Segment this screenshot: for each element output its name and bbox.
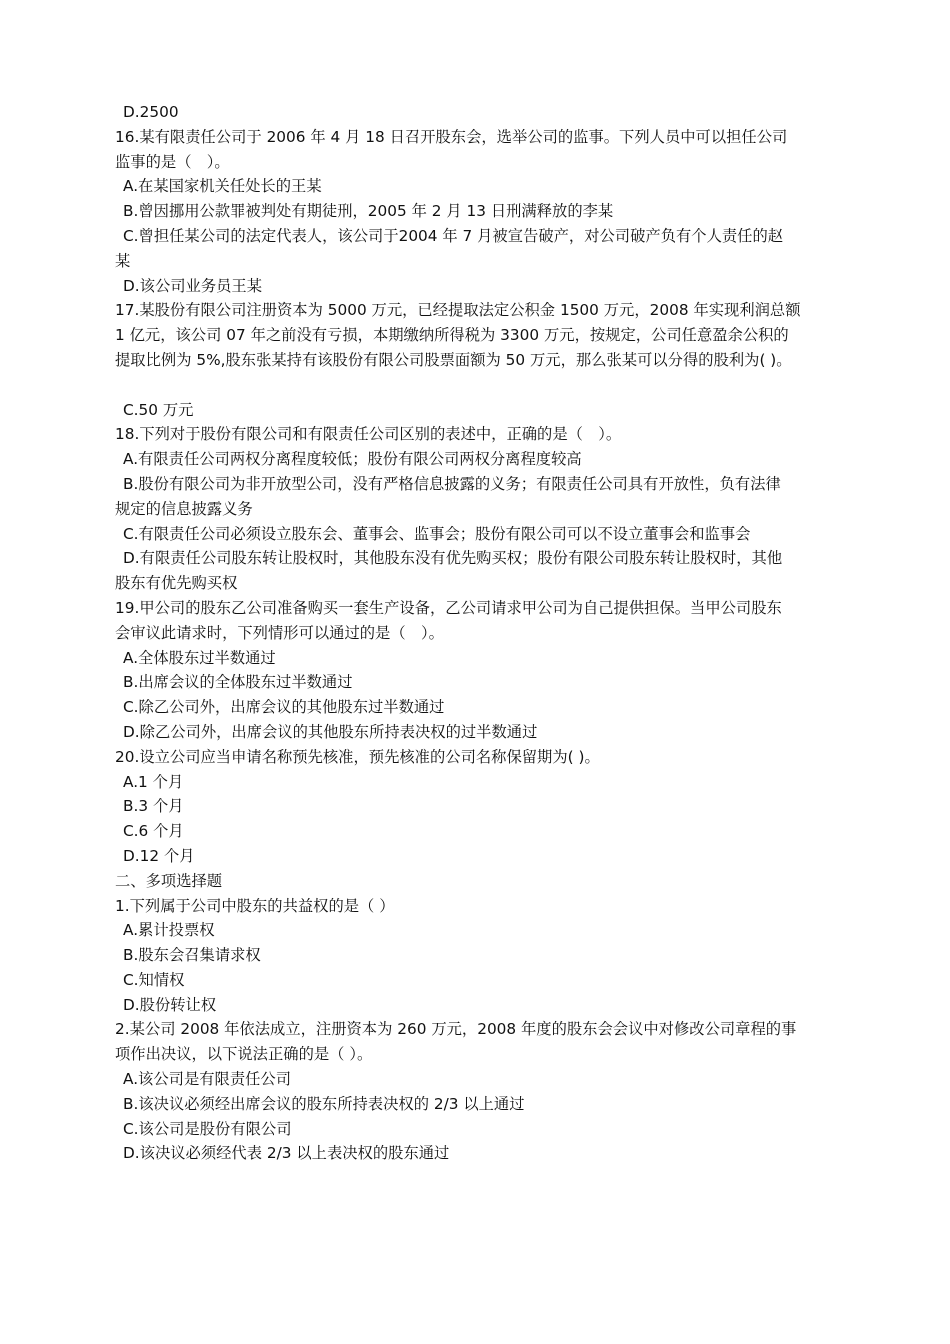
question-line: 项作出决议，以下说法正确的是（ ）。 xyxy=(115,1045,373,1064)
question-line: 17.某股份有限公司注册资本为 5000 万元，已经提取法定公积金 1500 万元，2008 年实现利润总额 xyxy=(115,301,801,320)
question-line: 20.设立公司应当申请名称预先核准，预先核准的公司名称保留期为( )。 xyxy=(115,747,600,766)
question-line: 18.下列对于股份有限公司和有限责任公司区别的表述中，正确的是（ ）。 xyxy=(115,425,622,444)
question-line: 2.某公司 2008 年依法成立，注册资本为 260 万元，2008 年度的股东会会议中对修改公司章程的事 xyxy=(115,1020,797,1039)
option-line: A.在某国家机关任处长的王某 xyxy=(123,177,322,196)
option-line: D.12 个月 xyxy=(123,846,195,865)
question-line: 会审议此请求时，下列情形可以通过的是（ ）。 xyxy=(115,623,444,642)
document-page xyxy=(115,100,845,1166)
option-line: D.该公司业务员王某 xyxy=(123,276,263,295)
option-line: C.除乙公司外，出席会议的其他股东过半数通过 xyxy=(123,698,445,717)
option-line: C.6 个月 xyxy=(123,822,184,841)
option-line: D.除乙公司外，出席会议的其他股东所持表决权的过半数通过 xyxy=(123,722,538,741)
question-line: 提取比例为 5%,股东张某持有该股份有限公司股票面额为 50 万元，那么张某可以分得的股利为( )。 xyxy=(115,350,792,369)
question-line: 监事的是（ ）。 xyxy=(115,152,230,171)
option-line: C.有限责任公司必须设立股东会、董事会、监事会；股份有限公司可以不设立董事会和监事会 xyxy=(123,524,751,543)
option-line: 股东有优先购买权 xyxy=(115,574,238,593)
section-heading: 二、多项选择题 xyxy=(115,871,223,890)
option-line: B.曾因挪用公款罪被判处有期徒刑，2005 年 2 月 13 日刑满释放的李某 xyxy=(123,202,614,221)
option-line: B.股东会召集请求权 xyxy=(123,946,261,965)
option-line: C.该公司是股份有限公司 xyxy=(123,1119,292,1138)
option-line: B.出席会议的全体股东过半数通过 xyxy=(123,673,353,692)
option-line: D.该决议必须经代表 2/3 以上表决权的股东通过 xyxy=(123,1144,450,1163)
option-line: 某 xyxy=(115,251,131,270)
option-line: C.曾担任某公司的法定代表人，该公司于2004 年 7 月被宣告破产，对公司破产负有个人责任的赵 xyxy=(123,226,784,245)
option-line: A.有限责任公司两权分离程度较低；股份有限公司两权分离程度较高 xyxy=(123,450,582,469)
question-line: 16.某有限责任公司于 2006 年 4 月 18 日召开股东会，选举公司的监事。下列人员中可以担任公司 xyxy=(115,127,788,146)
option-line: D.有限责任公司股东转让股权时，其他股东没有优先购买权；股份有限公司股东转让股权时，其他 xyxy=(123,549,783,568)
question-line: 19.甲公司的股东乙公司准备购买一套生产设备，乙公司请求甲公司为自己提供担保。当甲公司股东 xyxy=(115,598,782,617)
option-line: C.50 万元 xyxy=(123,400,194,419)
question-line: 1.下列属于公司中股东的共益权的是（ ） xyxy=(115,896,395,915)
option-line: A.累计投票权 xyxy=(123,921,215,940)
blank-line xyxy=(115,373,845,398)
option-line: A.该公司是有限责任公司 xyxy=(123,1070,292,1089)
option-line: D.2500 xyxy=(123,103,179,121)
option-line: D.股份转让权 xyxy=(123,995,217,1014)
option-line: B.股份有限公司为非开放型公司，没有严格信息披露的义务；有限责任公司具有开放性，负有法律 xyxy=(123,474,781,493)
option-line: B.该决议必须经出席会议的股东所持表决权的 2/3 以上通过 xyxy=(123,1094,525,1113)
option-line: 规定的信息披露义务 xyxy=(115,499,253,518)
option-line: B.3 个月 xyxy=(123,797,184,816)
option-line: A.全体股东过半数通过 xyxy=(123,648,276,667)
option-line: C.知情权 xyxy=(123,970,185,989)
option-line: A.1 个月 xyxy=(123,772,184,791)
question-line: 1 亿元，该公司 07 年之前没有亏损，本期缴纳所得税为 3300 万元，按规定，公司任意盈余公积的 xyxy=(115,326,789,345)
